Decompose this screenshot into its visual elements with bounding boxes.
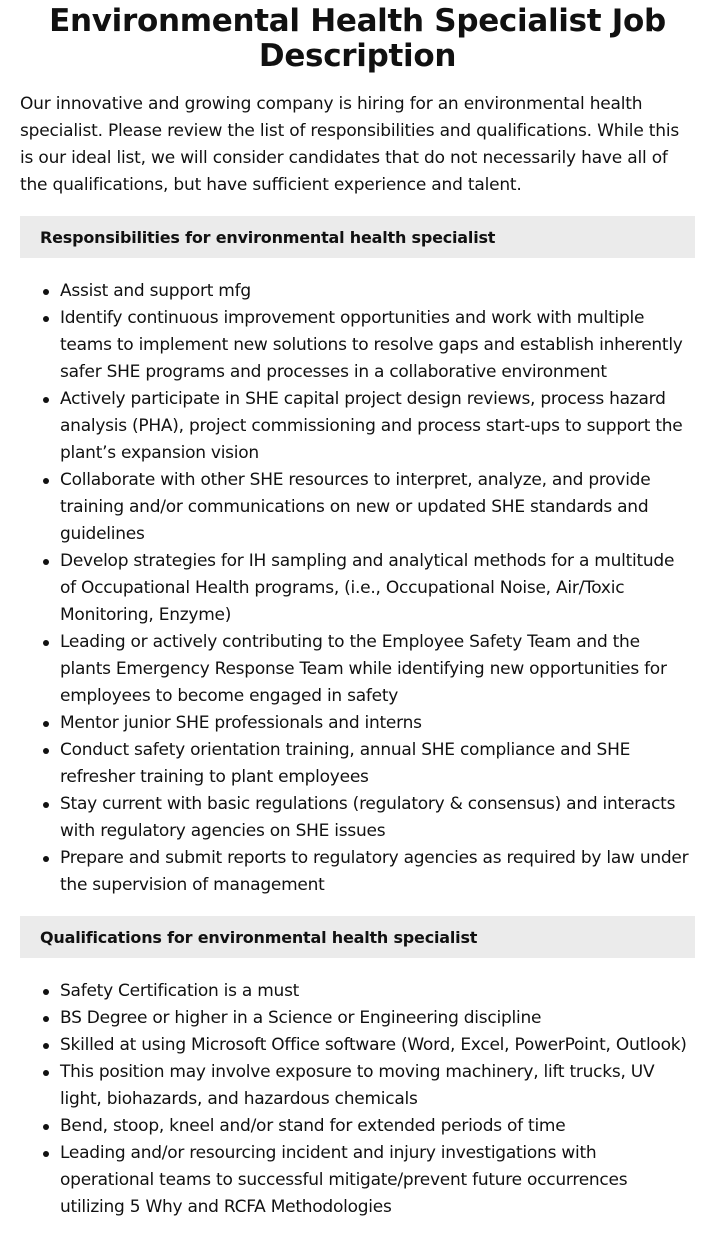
list-item: BS Degree or higher in a Science or Engineering discipline — [20, 1005, 695, 1032]
page-title: Environmental Health Specialist Job Description — [49, 3, 666, 74]
responsibilities-list — [20, 278, 695, 899]
qualifications-heading: Qualifications for environmental health specialist — [20, 916, 695, 958]
list-item: Mentor junior SHE professionals and interns — [20, 710, 695, 737]
list-item: Identify continuous improvement opportunities and work with multiple teams to implement new solutions to resolve gaps and establish inherently safer SHE programs and processes in a collaborative environment — [20, 305, 695, 386]
intro-paragraph: Our innovative and growing company is hiring for an environmental health specialist. Please review the list of responsibilities and qualifications. While this is our ideal list, we will consider candidates that do not necessarily have all of the qualifications, but have sufficient experience and talent. — [20, 94, 680, 195]
list-item: Assist and support mfg — [20, 278, 695, 305]
list-item: Conduct safety orientation training, annual SHE compliance and SHE refresher training to plant employees — [20, 737, 695, 791]
list-item: Leading or actively contributing to the Employee Safety Team and the plants Emergency Response Team while identifying new opportunities for employees to become engaged in safety — [20, 629, 695, 710]
list-item: Actively participate in SHE capital project design reviews, process hazard analysis (PHA), project commissioning and process start-ups to support the plant’s expansion vision — [20, 386, 695, 467]
list-item: Prepare and submit reports to regulatory agencies as required by law under the supervision of management — [20, 845, 695, 899]
list-item: Stay current with basic regulations (regulatory & consensus) and interacts with regulatory agencies on SHE issues — [20, 791, 695, 845]
list-item: This position may involve exposure to moving machinery, lift trucks, UV light, biohazards, and hazardous chemicals — [20, 1059, 695, 1113]
list-item: Collaborate with other SHE resources to interpret, analyze, and provide training and/or communications on new or updated SHE standards and guidelines — [20, 467, 695, 548]
list-item: Safety Certification is a must — [20, 978, 695, 1005]
list-item: Leading and/or resourcing incident and injury investigations with operational teams to successful mitigate/prevent future occurrences utilizing 5 Why and RCFA Methodologies — [20, 1140, 695, 1221]
list-item: Skilled at using Microsoft Office software (Word, Excel, PowerPoint, Outlook) — [20, 1032, 695, 1059]
list-item: Bend, stoop, kneel and/or stand for extended periods of time — [20, 1113, 695, 1140]
list-item: Develop strategies for IH sampling and analytical methods for a multitude of Occupational Health programs, (i.e., Occupational Noise, Air/Toxic Monitoring, Enzyme) — [20, 548, 695, 629]
qualifications-list — [20, 978, 695, 1221]
responsibilities-heading: Responsibilities for environmental health specialist — [20, 216, 695, 258]
